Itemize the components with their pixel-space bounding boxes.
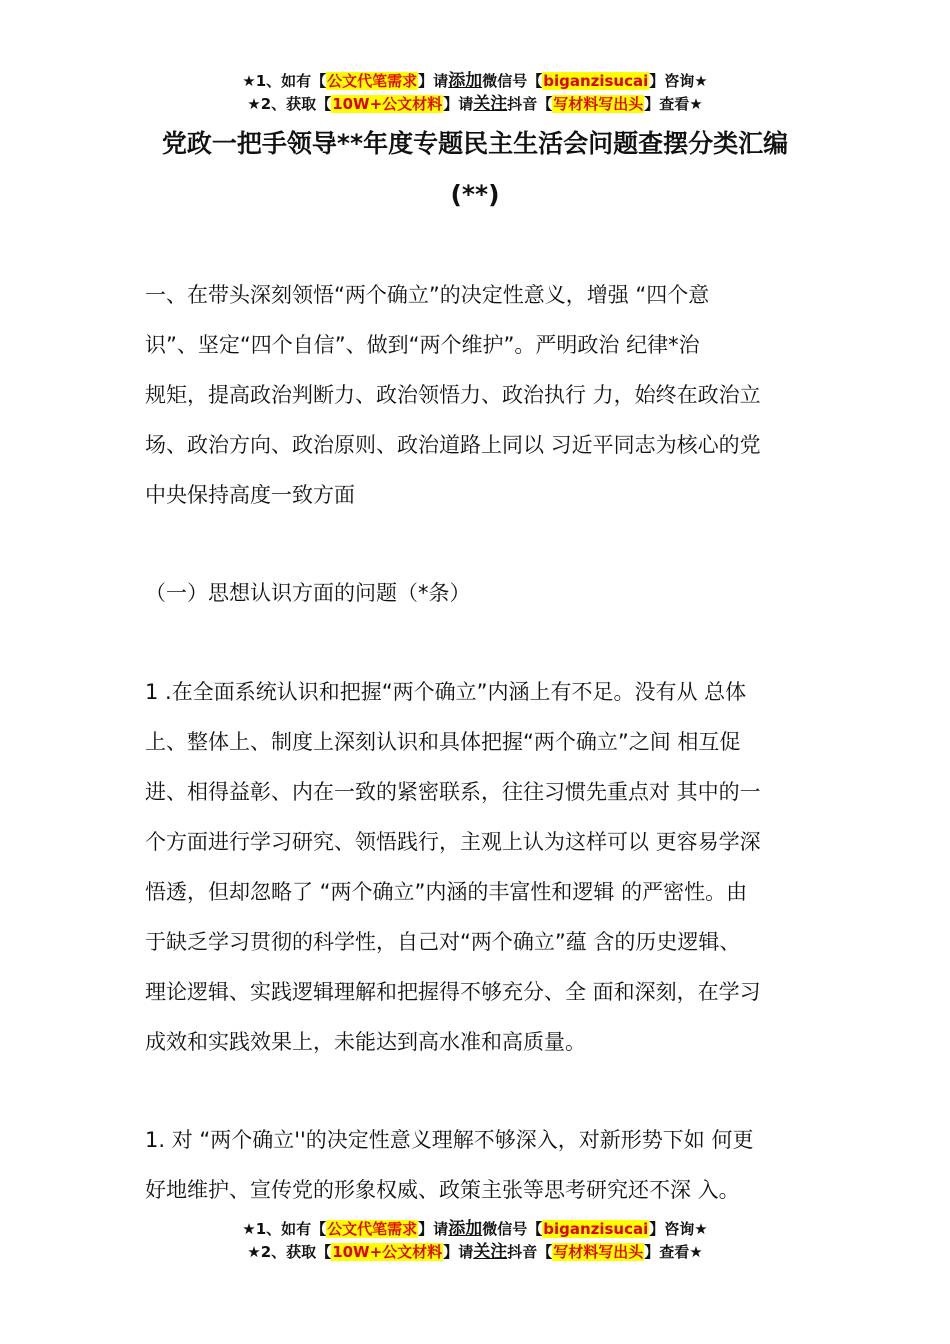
text-line: 一、在带头深刻领悟“两个确立”的决定性意义，增强 “四个意 xyxy=(145,283,710,307)
promo-line-douyin-footer: ★2、获取【10W+公文材料】请关注抖音【写材料写出头】查看★ xyxy=(247,1242,703,1262)
text-line: 上、整体上、制度上深刻认识和具体把握“两个确立”之间 相互促 xyxy=(145,730,741,754)
highlight-wechat-id: biganzisucai xyxy=(543,1220,649,1238)
text-line: 场、政治方向、政治原则、政治道路上同以 习近平同志为核心的党 xyxy=(145,433,761,457)
promo-line-douyin: ★2、获取【10W+公文材料】请关注抖音【写材料写出头】查看★ xyxy=(247,94,703,114)
text-line: 个方面进行学习研究、领悟践行，主观上认为这样可以 更容易学深 xyxy=(145,830,761,854)
text-line: 于缺乏学习贯彻的科学性，自己对“两个确立”蕴 含的历史逻辑、 xyxy=(145,930,741,954)
document-title: 党政一把手领导**年度专题民主生活会问题查摆分类汇编 xyxy=(161,129,789,158)
highlight-wechat-id: biganzisucai xyxy=(543,72,649,90)
subsection-heading xyxy=(145,568,810,618)
highlight-douyin-id: 写材料写出头 xyxy=(553,1243,644,1261)
highlight-materials: 10W+公文材料 xyxy=(332,1243,443,1261)
promo-line-wechat-footer: ★1、如有【公文代笔需求】请添加微信号【biganzisucai】咨询★ xyxy=(242,1219,708,1239)
text-line: 成效和实践效果上，未能达到高水准和高质量。 xyxy=(145,1030,586,1054)
text-line: 理论逻辑、实践逻辑理解和把握得不够充分、全 面和深刻，在学习 xyxy=(145,980,761,1004)
highlight-ghostwriting: 公文代笔需求 xyxy=(327,1220,418,1238)
highlight-ghostwriting: 公文代笔需求 xyxy=(327,72,418,90)
text-line: 好地维护、宣传党的形象权威、政策主张等思考研究还不深 入。 xyxy=(145,1178,740,1202)
text-line: （一）思想认识方面的问题（*条） xyxy=(145,581,471,605)
text-line: 1 .在全面系统认识和把握“两个确立”内涵上有不足。没有从 总体 xyxy=(145,680,747,704)
text-line: 规矩，提高政治判断力、政治领悟力、政治执行 力，始终在政治立 xyxy=(145,383,761,407)
document-title-suffix: (**) xyxy=(450,180,500,209)
highlight-douyin-id: 写材料写出头 xyxy=(553,95,644,113)
section-heading-1 xyxy=(145,270,810,520)
item-paragraph-1 xyxy=(145,667,810,1067)
text-line: 识”、坚定“四个自信”、做到“两个维护”。严明政治 纪律*治 xyxy=(145,333,700,357)
highlight-materials: 10W+公文材料 xyxy=(332,95,443,113)
item-paragraph-2 xyxy=(145,1115,810,1215)
promo-line-wechat: ★1、如有【公文代笔需求】请添加微信号【biganzisucai】咨询★ xyxy=(242,71,708,91)
text-line: 进、相得益彰、内在一致的紧密联系，往往习惯先重点对 其中的一 xyxy=(145,780,761,804)
text-line: 悟透，但却忽略了 “两个确立”内涵的丰富性和逻辑 的严密性。由 xyxy=(145,880,748,904)
text-line: 中央保持高度一致方面 xyxy=(145,483,355,507)
text-line: 1. 对 “两个确立''的决定性意义理解不够深入，对新形势下如 何更 xyxy=(145,1128,754,1152)
